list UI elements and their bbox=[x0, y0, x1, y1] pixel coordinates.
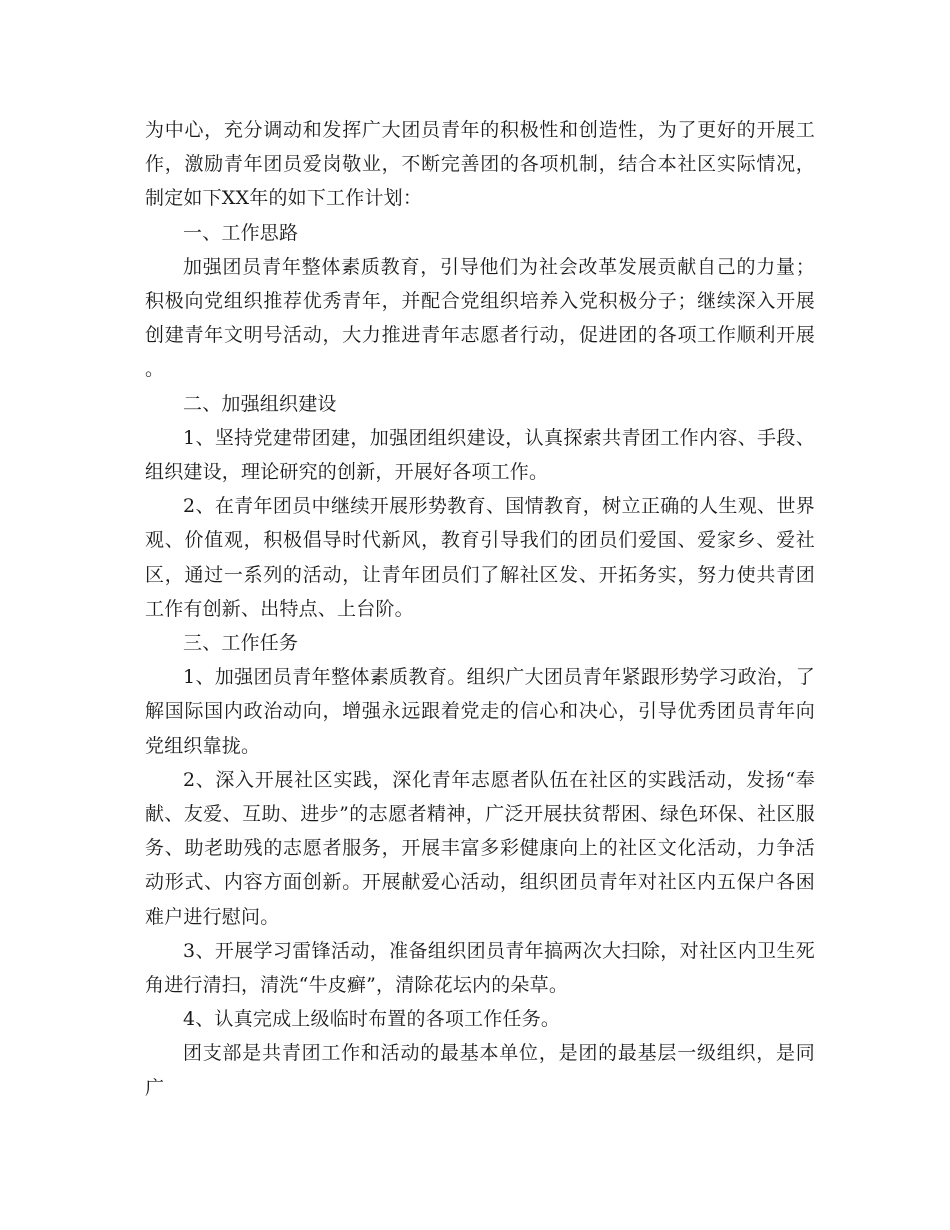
paragraph-task-item-3: 3、开展学习雷锋活动，准备组织团员青年搞两次大扫除，对社区内卫生死角进行清扫，清洗“牛皮癣”，清除花坛内的朵草。 bbox=[145, 939, 815, 997]
paragraph-task-item-2: 2、深入开展社区实践，深化青年志愿者队伍在社区的实践活动，发扬“奉献、友爱、互助、进步”的志愿者精神，广泛开展扶贫帮困、绿色环保、社区服务、助老助残的志愿者服务，开展丰富多彩健康向上的社区文化活动，力争活动形式、内容方面创新。开展献爱心活动，组织团员青年对社区内五保户各困难户进行慰问。 bbox=[145, 768, 815, 928]
heading-work-ideas: 一、工作思路 bbox=[183, 221, 299, 244]
paragraph-intro-continuation: 为中心，充分调动和发挥广大团员青年的积极性和创造性，为了更好的开展工作，激励青年团员爱岗敬业，不断完善团的各项机制，结合本社区实际情况，制定如下XX年的如下工作计划： bbox=[145, 119, 815, 210]
paragraph-organization-item-2: 2、在青年团员中继续开展形势教育、国情教育，树立正确的人生观、世界观、价值观，积极倡导时代新风，教育引导我们的团员们爱国、爱家乡、爱社区，通过一系列的活动，让青年团员们了解社区发、开拓务实，努力使共青团工作有创新、出特点、上台阶。 bbox=[145, 495, 815, 620]
document-body bbox=[145, 113, 815, 1105]
paragraph-closing: 团支部是共青团工作和活动的最基本单位，是团的最基层一级组织，是同广 bbox=[145, 1042, 815, 1099]
heading-work-tasks: 三、工作任务 bbox=[183, 632, 299, 655]
paragraph-task-item-4: 4、认真完成上级临时布置的各项工作任务。 bbox=[183, 1008, 561, 1031]
paragraph-task-item-1: 1、加强团员青年整体素质教育。组织广大团员青年紧跟形势学习政治，了解国际国内政治动向，增强永远跟着党走的信心和决心，引导优秀团员青年向党组织靠拢。 bbox=[145, 666, 815, 757]
paragraph-organization-item-1: 1、坚持党建带团建，加强团组织建设，认真探索共青团工作内容、手段、组织建设，理论研究的创新，开展好各项工作。 bbox=[145, 426, 815, 484]
paragraph-work-ideas: 加强团员青年整体素质教育，引导他们为社会改革发展贡献自己的力量；积极向党组织推荐优秀青年，并配合党组织培养入党积极分子；继续深入开展创建青年文明号活动，大力推进青年志愿者行动，促进团的各项工作顺利开展。 bbox=[145, 255, 815, 381]
heading-organization-building: 二、加强组织建设 bbox=[183, 392, 337, 415]
